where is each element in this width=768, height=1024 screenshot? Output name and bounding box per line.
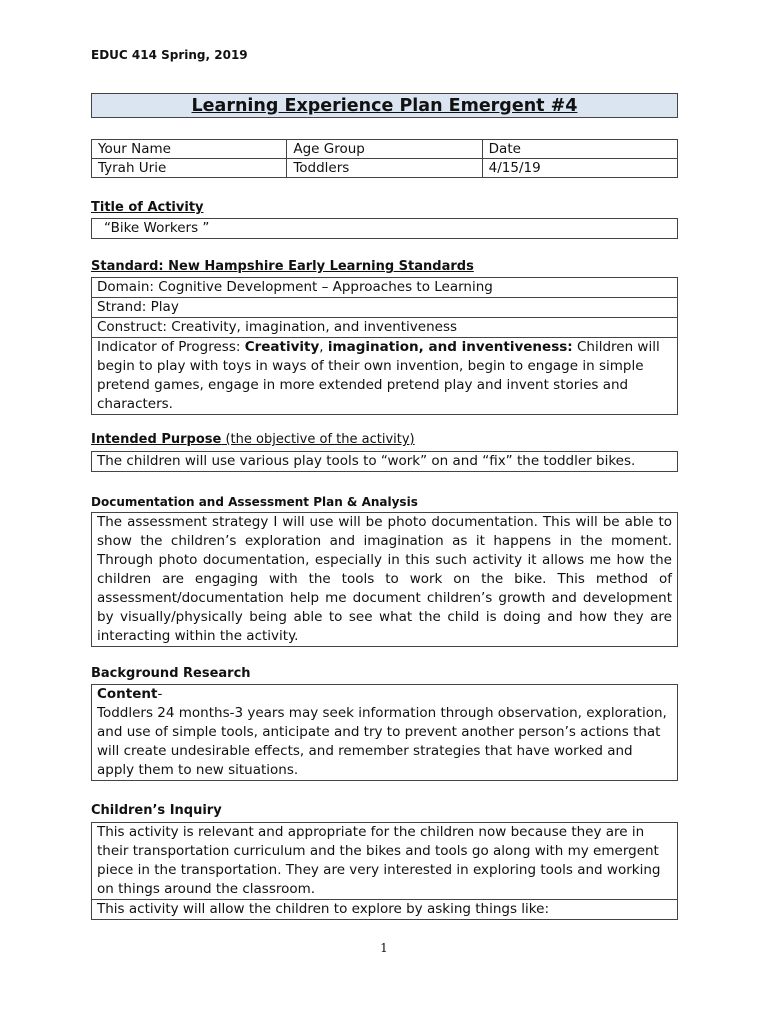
title-of-activity-value: “Bike Workers ” [104,220,210,236]
header-date: Date [482,140,677,159]
background-content [92,685,677,780]
title-of-activity-box [91,218,678,239]
standard-label: Standard: New Hampshire Early Learning Standards [91,259,474,274]
content-dash: - [157,686,163,702]
documentation-box [91,512,678,647]
header-your-name: Your Name [92,140,287,159]
standard-strand: Strand: Play [92,297,677,317]
intended-purpose-label [91,432,415,447]
childrens-inquiry-row-2: This activity will allow the children to explore by asking things like: [92,899,677,919]
intended-purpose-box [91,451,678,472]
intended-purpose-note: (the objective of the activity) [221,432,415,447]
documentation-label: Documentation and Assessment Plan & Analysis [91,495,418,509]
standard-box [91,277,678,415]
course-header: EDUC 414 Spring, 2019 [91,48,248,62]
document-title: Learning Experience Plan Emergent #4 [91,93,678,118]
header-age-group: Age Group [287,140,482,159]
indicator-prefix: Indicator of Progress: [97,339,245,355]
info-table [91,139,678,178]
title-of-activity-label: Title of Activity [91,200,204,215]
standard-domain: Domain: Cognitive Development – Approaches to Learning [97,279,493,295]
documentation-value: The assessment strategy I will use will be photo documentation. This will be able to show the children’s exploration and imagination as it happens in the moment. Through photo documentation, especially in this such activity it allows me how the children are engaging with the tools to work on the bike. This method of assessment/documentation help me document children’s growth and development by visually/physically being able to see what the child is doing and how they are interacting within the activity. [97,514,672,644]
childrens-inquiry-label: Children’s Inquiry [91,803,222,818]
content-label: Content [97,686,158,702]
background-research-value: Toddlers 24 months-3 years may seek information through observation, exploration, and use of simple tools, anticipate and try to prevent another person’s actions that will create undesirable effects, and remember strategies that have worked and apply them to new situations. [97,705,667,778]
page-number: 1 [380,941,388,955]
content-heading [97,685,672,704]
indicator-bold-creativity: Creativity [244,339,320,355]
info-table-header-row [92,140,678,159]
intended-purpose-value: The children will use various play tools to “work” on and “fix” the toddler bikes. [97,453,636,469]
value-name: Tyrah Urie [92,159,287,178]
indicator-text: Children will begin to play with toys in ways of their own invention, begin to engage in simple pretend games, engage in more extended pretend play and invent stories and characters. [97,339,660,412]
indicator-separator: , [319,339,328,355]
childrens-inquiry-box [91,822,678,920]
childrens-inquiry-row-1: This activity is relevant and appropriate for the children now because they are in their transportation curriculum and the bikes and tools go along with my emergent piece in the transportation. They are very interested in exploring tools and working on things around the classroom. [97,824,661,897]
indicator-bold-imagination: imagination, and inventiveness: [327,339,573,355]
standard-indicator [92,337,677,414]
value-age-group: Toddlers [287,159,482,178]
intended-purpose-title: Intended Purpose [91,432,222,447]
standard-construct: Construct: Creativity, imagination, and inventiveness [92,317,677,337]
background-research-box [91,684,678,781]
value-date: 4/15/19 [482,159,677,178]
info-table-value-row [92,159,678,178]
background-research-label: Background Research [91,666,251,681]
